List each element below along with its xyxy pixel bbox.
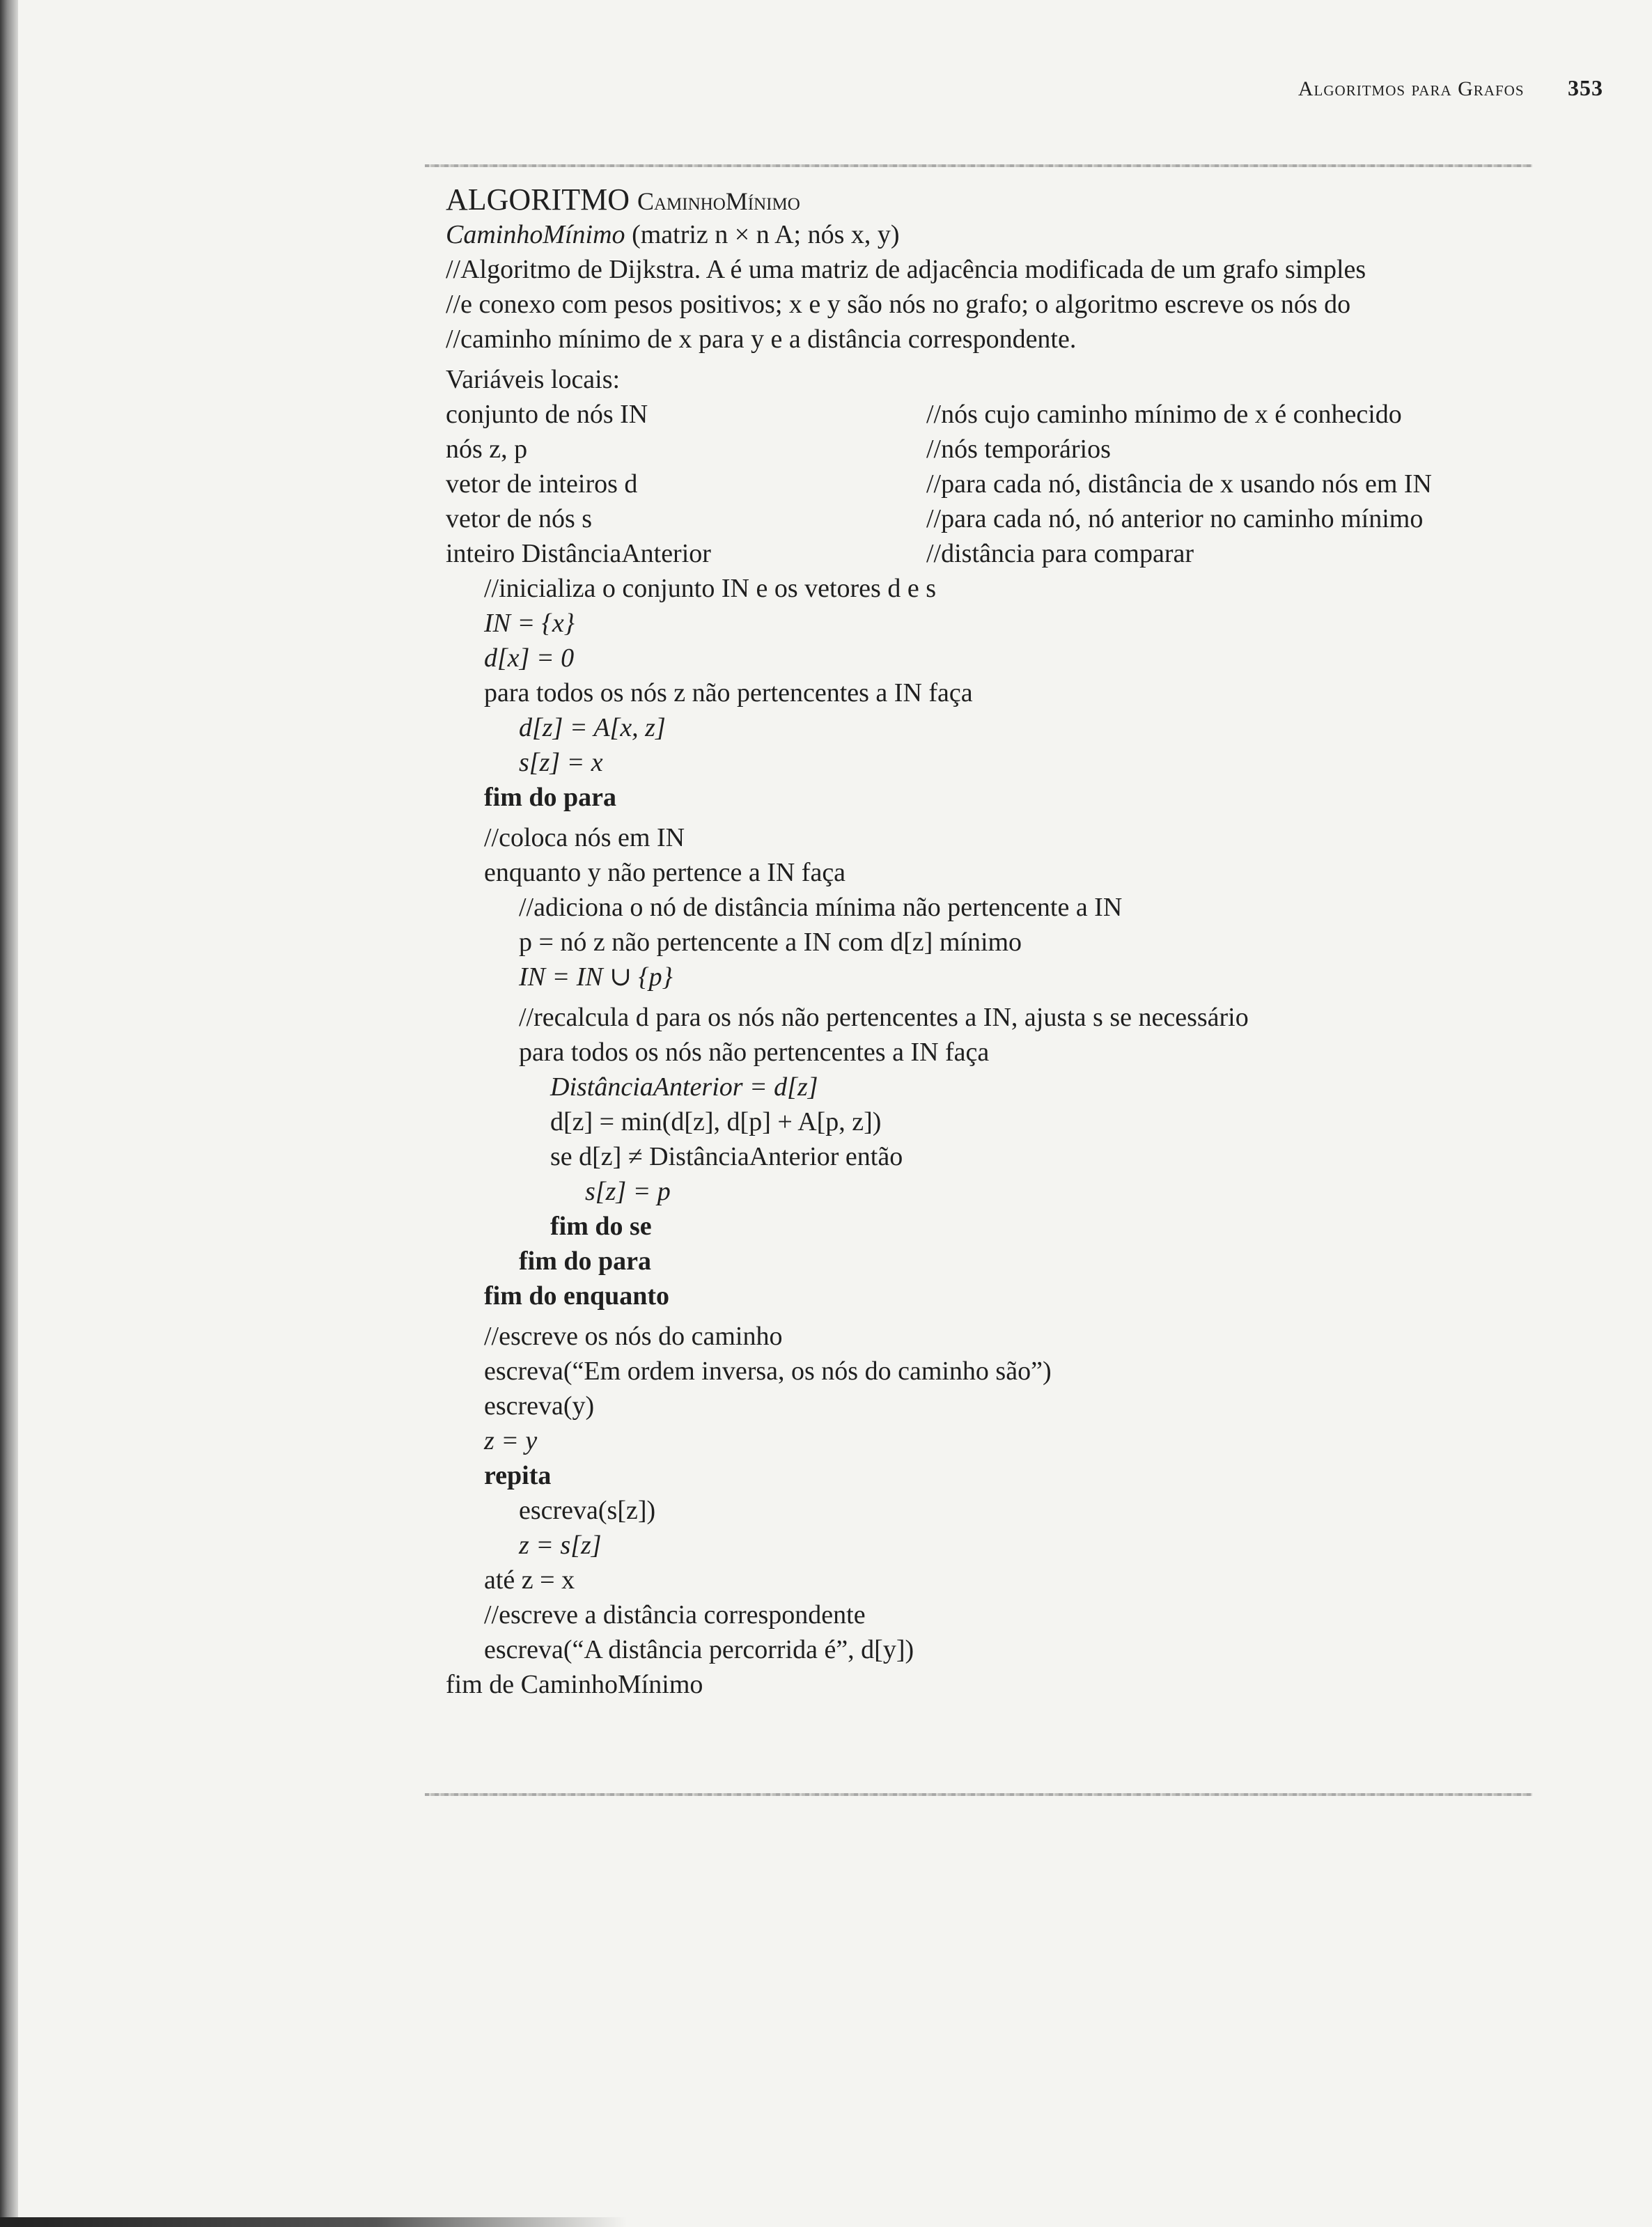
page-number: 353 [1568,75,1603,100]
code-line: escreva(“A distância percorrida é”, d[y]) [484,1635,914,1664]
local-comment: //distância para comparar [926,539,1194,568]
locals-title: Variáveis locais: [446,365,621,394]
code-line: fim do enquanto [484,1281,670,1311]
code-line: d[x] = 0 [484,643,575,673]
code-line: fim de CaminhoMínimo [446,1670,703,1699]
code-line: fim do se [550,1212,652,1241]
running-header [1298,75,1603,101]
signature-name: CaminhoMínimo [446,220,625,249]
comment-line: //escreve os nós do caminho [484,1322,783,1351]
local-decl: nós z, p [446,435,528,464]
description-line: //Algoritmo de Dijkstra. A é uma matriz de adjacência modificada de um grafo simples [446,255,1366,284]
local-comment: //para cada nó, distância de x usando nós em IN [926,469,1432,499]
code-line: repita [484,1461,552,1490]
signature-params: (matriz n × n A; nós x, y) [632,220,900,249]
comment-line: //recalcula d para os nós não pertencentes a IN, ajusta s se necessário [519,1003,1249,1032]
code-line: fim do para [484,783,616,812]
local-decl: vetor de inteiros d [446,469,638,499]
page-bottom-edge-shadow [0,2217,627,2227]
code-line: s[z] = p [585,1177,671,1206]
code-line: IN = {x} [484,609,575,638]
code-line: d[z] = min(d[z], d[p] + A[p, z]) [550,1107,882,1136]
comment-line: //inicializa o conjunto IN e os vetores d e s [484,574,936,603]
comment-line: //adiciona o nó de distância mínima não pertencente a IN [519,893,1123,922]
algorithm-heading [446,182,1532,217]
code-line: s[z] = x [519,748,603,777]
local-decl: vetor de nós s [446,504,593,533]
bottom-rule [425,1793,1532,1796]
description-line: //e conexo com pesos positivos; x e y são nós no grafo; o algoritmo escreve os nós do [446,290,1351,319]
local-comment: //para cada nó, nó anterior no caminho mínimo [926,504,1424,533]
running-title: Algoritmos para Grafos [1298,77,1525,100]
local-variables [446,397,1532,571]
code-line: fim do para [519,1247,651,1276]
heading-name: CaminhoMínimo [637,187,800,215]
local-decl: conjunto de nós IN [446,400,648,429]
code-line: z = y [484,1426,538,1455]
code-line: para todos os nós não pertencentes a IN faça [519,1038,990,1067]
local-decl: inteiro DistânciaAnterior [446,539,711,568]
algorithm-signature [446,217,1532,252]
algorithm-box [446,182,1532,1702]
code-line: escreva(“Em ordem inversa, os nós do caminho são”) [484,1357,1052,1386]
code-line: se d[z] ≠ DistânciaAnterior então [550,1142,903,1171]
top-rule [425,164,1532,167]
local-comment: //nós cujo caminho mínimo de x é conhecido [926,400,1402,429]
page-spine-shadow [0,0,18,2227]
comment-line: //coloca nós em IN [484,823,685,852]
code-line: d[z] = A[x, z] [519,713,666,742]
code-line: z = s[z] [519,1531,602,1560]
code-line: enquanto y não pertence a IN faça [484,858,846,887]
local-comment: //nós temporários [926,435,1111,464]
heading-label: ALGORITMO [446,182,630,217]
comment-line: //escreve a distância correspondente [484,1600,866,1630]
code-line: IN = IN ∪ {p} [519,962,673,992]
code-line: p = nó z não pertencente a IN com d[z] mínimo [519,928,1022,957]
code-line: DistânciaAnterior = d[z] [550,1072,818,1102]
code-line: escreva(s[z]) [519,1496,656,1525]
code-line: escreva(y) [484,1391,595,1421]
description-line: //caminho mínimo de x para y e a distância correspondente. [446,325,1077,354]
code-line: até z = x [484,1565,575,1595]
code-line: para todos os nós z não pertencentes a IN faça [484,678,973,708]
